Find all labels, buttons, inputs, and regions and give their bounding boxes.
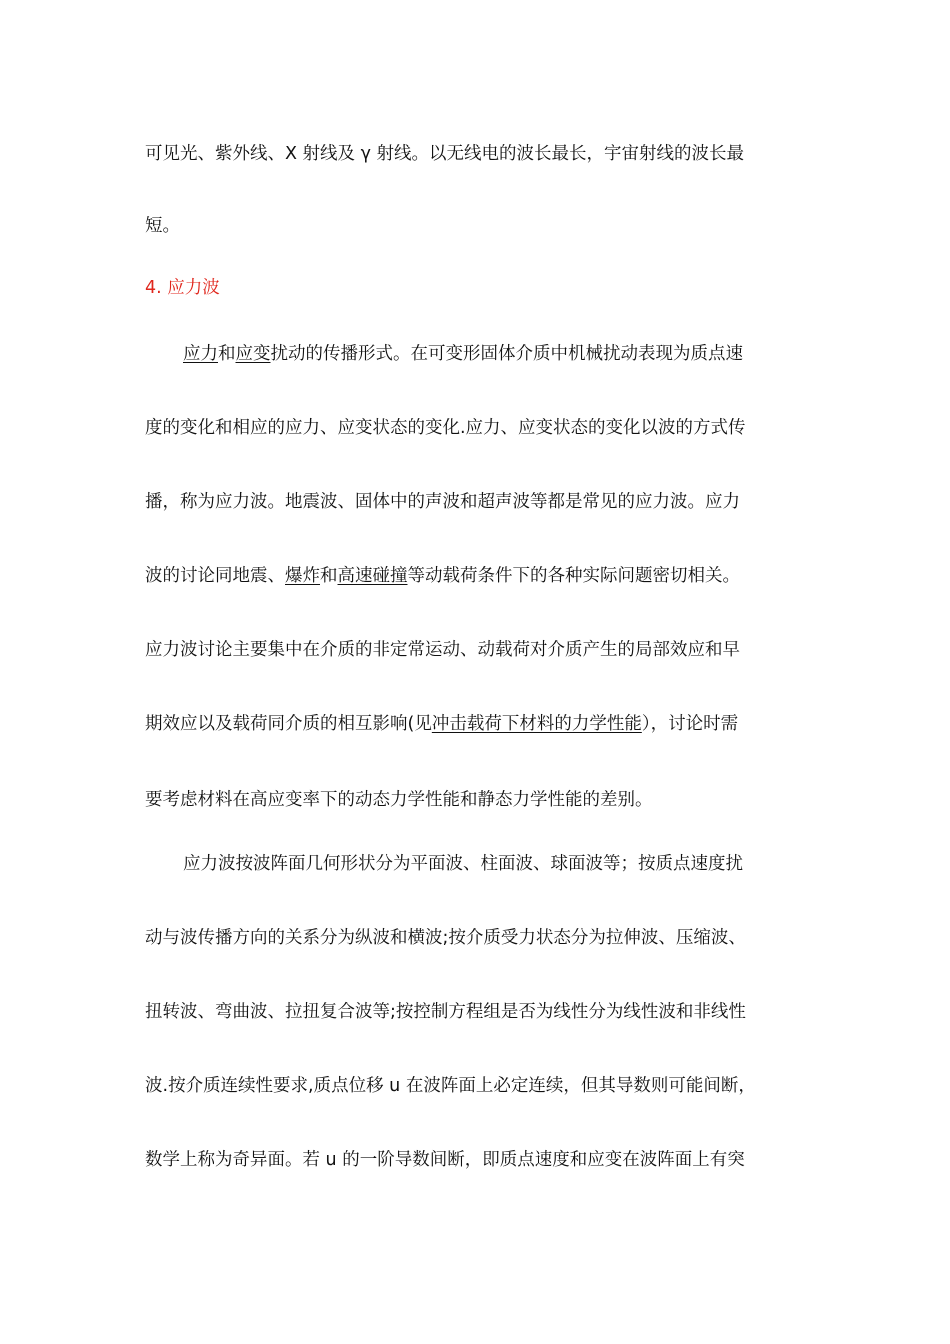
link-strain[interactable]: 应变 xyxy=(235,344,271,364)
paragraph-line: 应力波讨论主要集中在介质的非定常运动、动载荷对介质产生的局部效应和早 xyxy=(145,640,740,660)
paragraph-line: 应力波按波阵面几何形状分为平面波、柱面波、球面波等；按质点速度扰 xyxy=(183,854,743,874)
link-explosion[interactable]: 爆炸 xyxy=(285,566,320,586)
paragraph-line: 数学上称为奇异面。若 u 的一阶导数间断，即质点速度和应变在波阵面上有突 xyxy=(145,1150,745,1170)
text-run: 等动载荷条件下的各种实际问题密切相关。 xyxy=(407,566,740,586)
paragraph-line: 可见光、紫外线、X 射线及 γ 射线。以无线电的波长最长，宇宙射线的波长最 xyxy=(145,144,745,164)
link-stress[interactable]: 应力 xyxy=(183,344,218,364)
section-heading: 4. 应力波 xyxy=(145,278,220,298)
text-run: 和 xyxy=(218,344,236,364)
text-run: 扰动的传播形式。在可变形固体介质中机械扰动表现为质点速 xyxy=(270,344,743,364)
text-run: ），讨论时需 xyxy=(641,714,739,734)
text-run: 期效应以及载荷同介质的相互影响(见 xyxy=(145,714,432,734)
paragraph-line: 扭转波、弯曲波、拉扭复合波等;按控制方程组是否为线性分为线性波和非线性 xyxy=(145,1002,746,1022)
link-high-speed-impact[interactable]: 高速碰撞 xyxy=(337,566,408,586)
paragraph-line xyxy=(145,704,810,744)
paragraph-line: 要考虑材料在高应变率下的动态力学性能和静态力学性能的差别。 xyxy=(145,790,653,810)
text-run: 波的讨论同地震、 xyxy=(145,566,285,586)
link-impact-loading-properties[interactable]: 冲击载荷下材料的力学性能 xyxy=(431,714,642,734)
paragraph-line: 动与波传播方向的关系分为纵波和横波;按介质受力状态分为拉伸波、压缩波、 xyxy=(145,928,746,948)
paragraph-line: 度的变化和相应的应力、应变状态的变化.应力、应变状态的变化以波的方式传 xyxy=(145,418,746,438)
text-run: 和 xyxy=(320,566,338,586)
paragraph-line: 短。 xyxy=(145,216,180,236)
paragraph-line: 波.按介质连续性要求,质点位移 u 在波阵面上必定连续，但其导数则可能间断， xyxy=(145,1076,756,1096)
paragraph-line xyxy=(145,556,810,596)
paragraph-line xyxy=(183,334,810,374)
paragraph-line: 播，称为应力波。地震波、固体中的声波和超声波等都是常见的应力波。应力 xyxy=(145,492,740,512)
